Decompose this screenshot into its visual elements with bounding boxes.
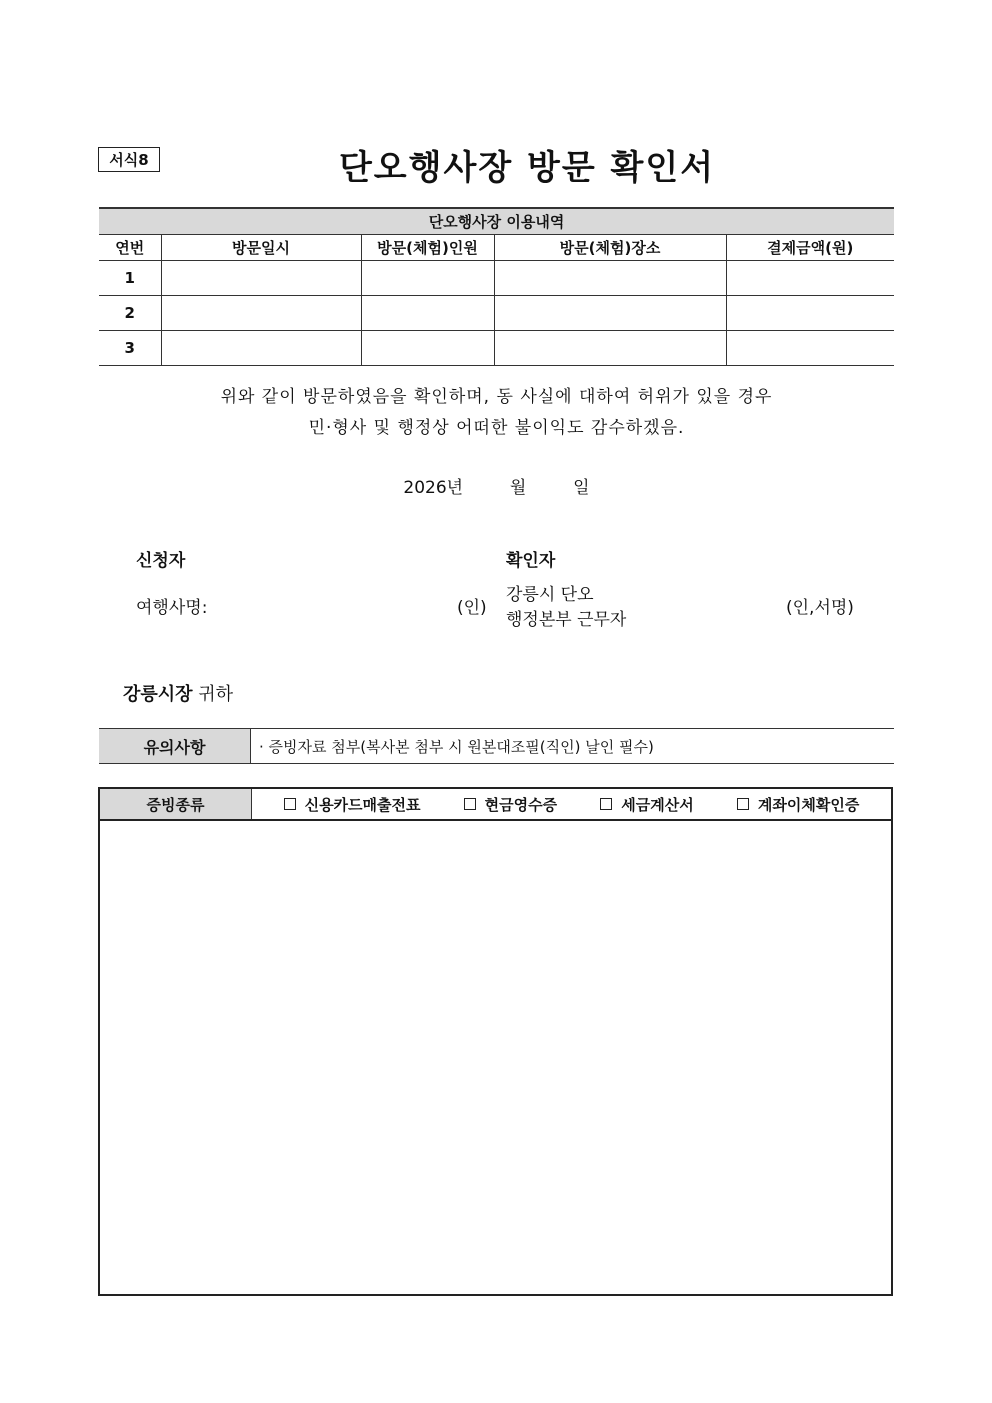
declaration-line-2: 민·형사 및 행정상 어떠한 불이익도 감수하겠음. — [308, 418, 685, 438]
people-cell[interactable] — [361, 296, 494, 331]
evidence-header — [100, 789, 891, 821]
table-row — [99, 331, 894, 366]
declaration-line-1: 위와 같이 방문하였음을 확인하며, 동 사실에 대하여 허위가 있을 경우 — [220, 387, 773, 407]
header-people: 방문(체험)인원 — [361, 235, 494, 261]
document-title: 단오행사장 방문 확인서 — [338, 148, 716, 188]
declaration-text — [99, 382, 894, 444]
evidence-attachment-area[interactable] — [100, 821, 891, 1296]
date-month: 월 — [509, 478, 527, 498]
option-transfer-confirmation[interactable] — [737, 794, 859, 815]
form-number-badge: 서식8 — [98, 147, 160, 172]
option-label: 계좌이체확인증 — [757, 795, 860, 814]
header-no: 연번 — [99, 235, 161, 261]
row-number: 1 — [99, 261, 161, 296]
notes-text: · 증빙자료 첨부(복사본 첨부 시 원본대조필(직인) 날인 필수) — [259, 737, 654, 756]
option-credit-card-slip[interactable] — [284, 794, 421, 815]
confirmer-heading: 확인자 — [506, 551, 556, 571]
usage-table — [99, 207, 894, 366]
people-cell[interactable] — [361, 331, 494, 366]
header-place: 방문(체험)장소 — [494, 235, 726, 261]
place-cell[interactable] — [494, 261, 726, 296]
notes-box — [99, 728, 894, 764]
addressee-suffix: 귀하 — [198, 684, 234, 705]
confirmer-seal: (인,서명) — [786, 598, 854, 618]
amount-cell[interactable] — [726, 296, 894, 331]
option-label: 세금계산서 — [621, 795, 694, 814]
datetime-cell[interactable] — [161, 331, 361, 366]
option-tax-invoice[interactable] — [600, 794, 693, 815]
confirmer-line-2: 행정본부 근무자 — [506, 610, 627, 630]
evidence-options — [252, 789, 891, 819]
date-year: 2026년 — [403, 478, 464, 498]
checkbox-icon[interactable] — [600, 798, 612, 810]
usage-section-title: 단오행사장 이용내역 — [99, 208, 894, 235]
confirmer-title — [506, 583, 626, 633]
amount-cell[interactable] — [726, 331, 894, 366]
place-cell[interactable] — [494, 331, 726, 366]
notes-label: 유의사항 — [99, 729, 251, 763]
header-datetime: 방문일시 — [161, 235, 361, 261]
checkbox-icon[interactable] — [737, 798, 749, 810]
agency-name-label: 여행사명: — [136, 598, 208, 618]
evidence-box — [98, 787, 893, 1296]
option-label: 신용카드매출전표 — [304, 795, 421, 814]
checkbox-icon[interactable] — [284, 798, 296, 810]
amount-cell[interactable] — [726, 261, 894, 296]
datetime-cell[interactable] — [161, 296, 361, 331]
evidence-label: 증빙종류 — [100, 789, 252, 819]
header-amount: 결제금액(원) — [726, 235, 894, 261]
confirmer-line-1: 강릉시 단오 — [506, 585, 594, 605]
addressee — [123, 680, 233, 706]
applicant-seal: (인) — [457, 598, 487, 618]
row-number: 3 — [99, 331, 161, 366]
row-number: 2 — [99, 296, 161, 331]
option-cash-receipt[interactable] — [464, 794, 557, 815]
date-day: 일 — [573, 478, 590, 498]
checkbox-icon[interactable] — [464, 798, 476, 810]
datetime-cell[interactable] — [161, 261, 361, 296]
place-cell[interactable] — [494, 296, 726, 331]
applicant-heading: 신청자 — [136, 551, 186, 571]
table-row — [99, 261, 894, 296]
option-label: 현금영수증 — [484, 795, 558, 814]
addressee-name: 강릉시장 — [123, 684, 193, 705]
table-row — [99, 296, 894, 331]
date-line — [99, 473, 894, 498]
people-cell[interactable] — [361, 261, 494, 296]
